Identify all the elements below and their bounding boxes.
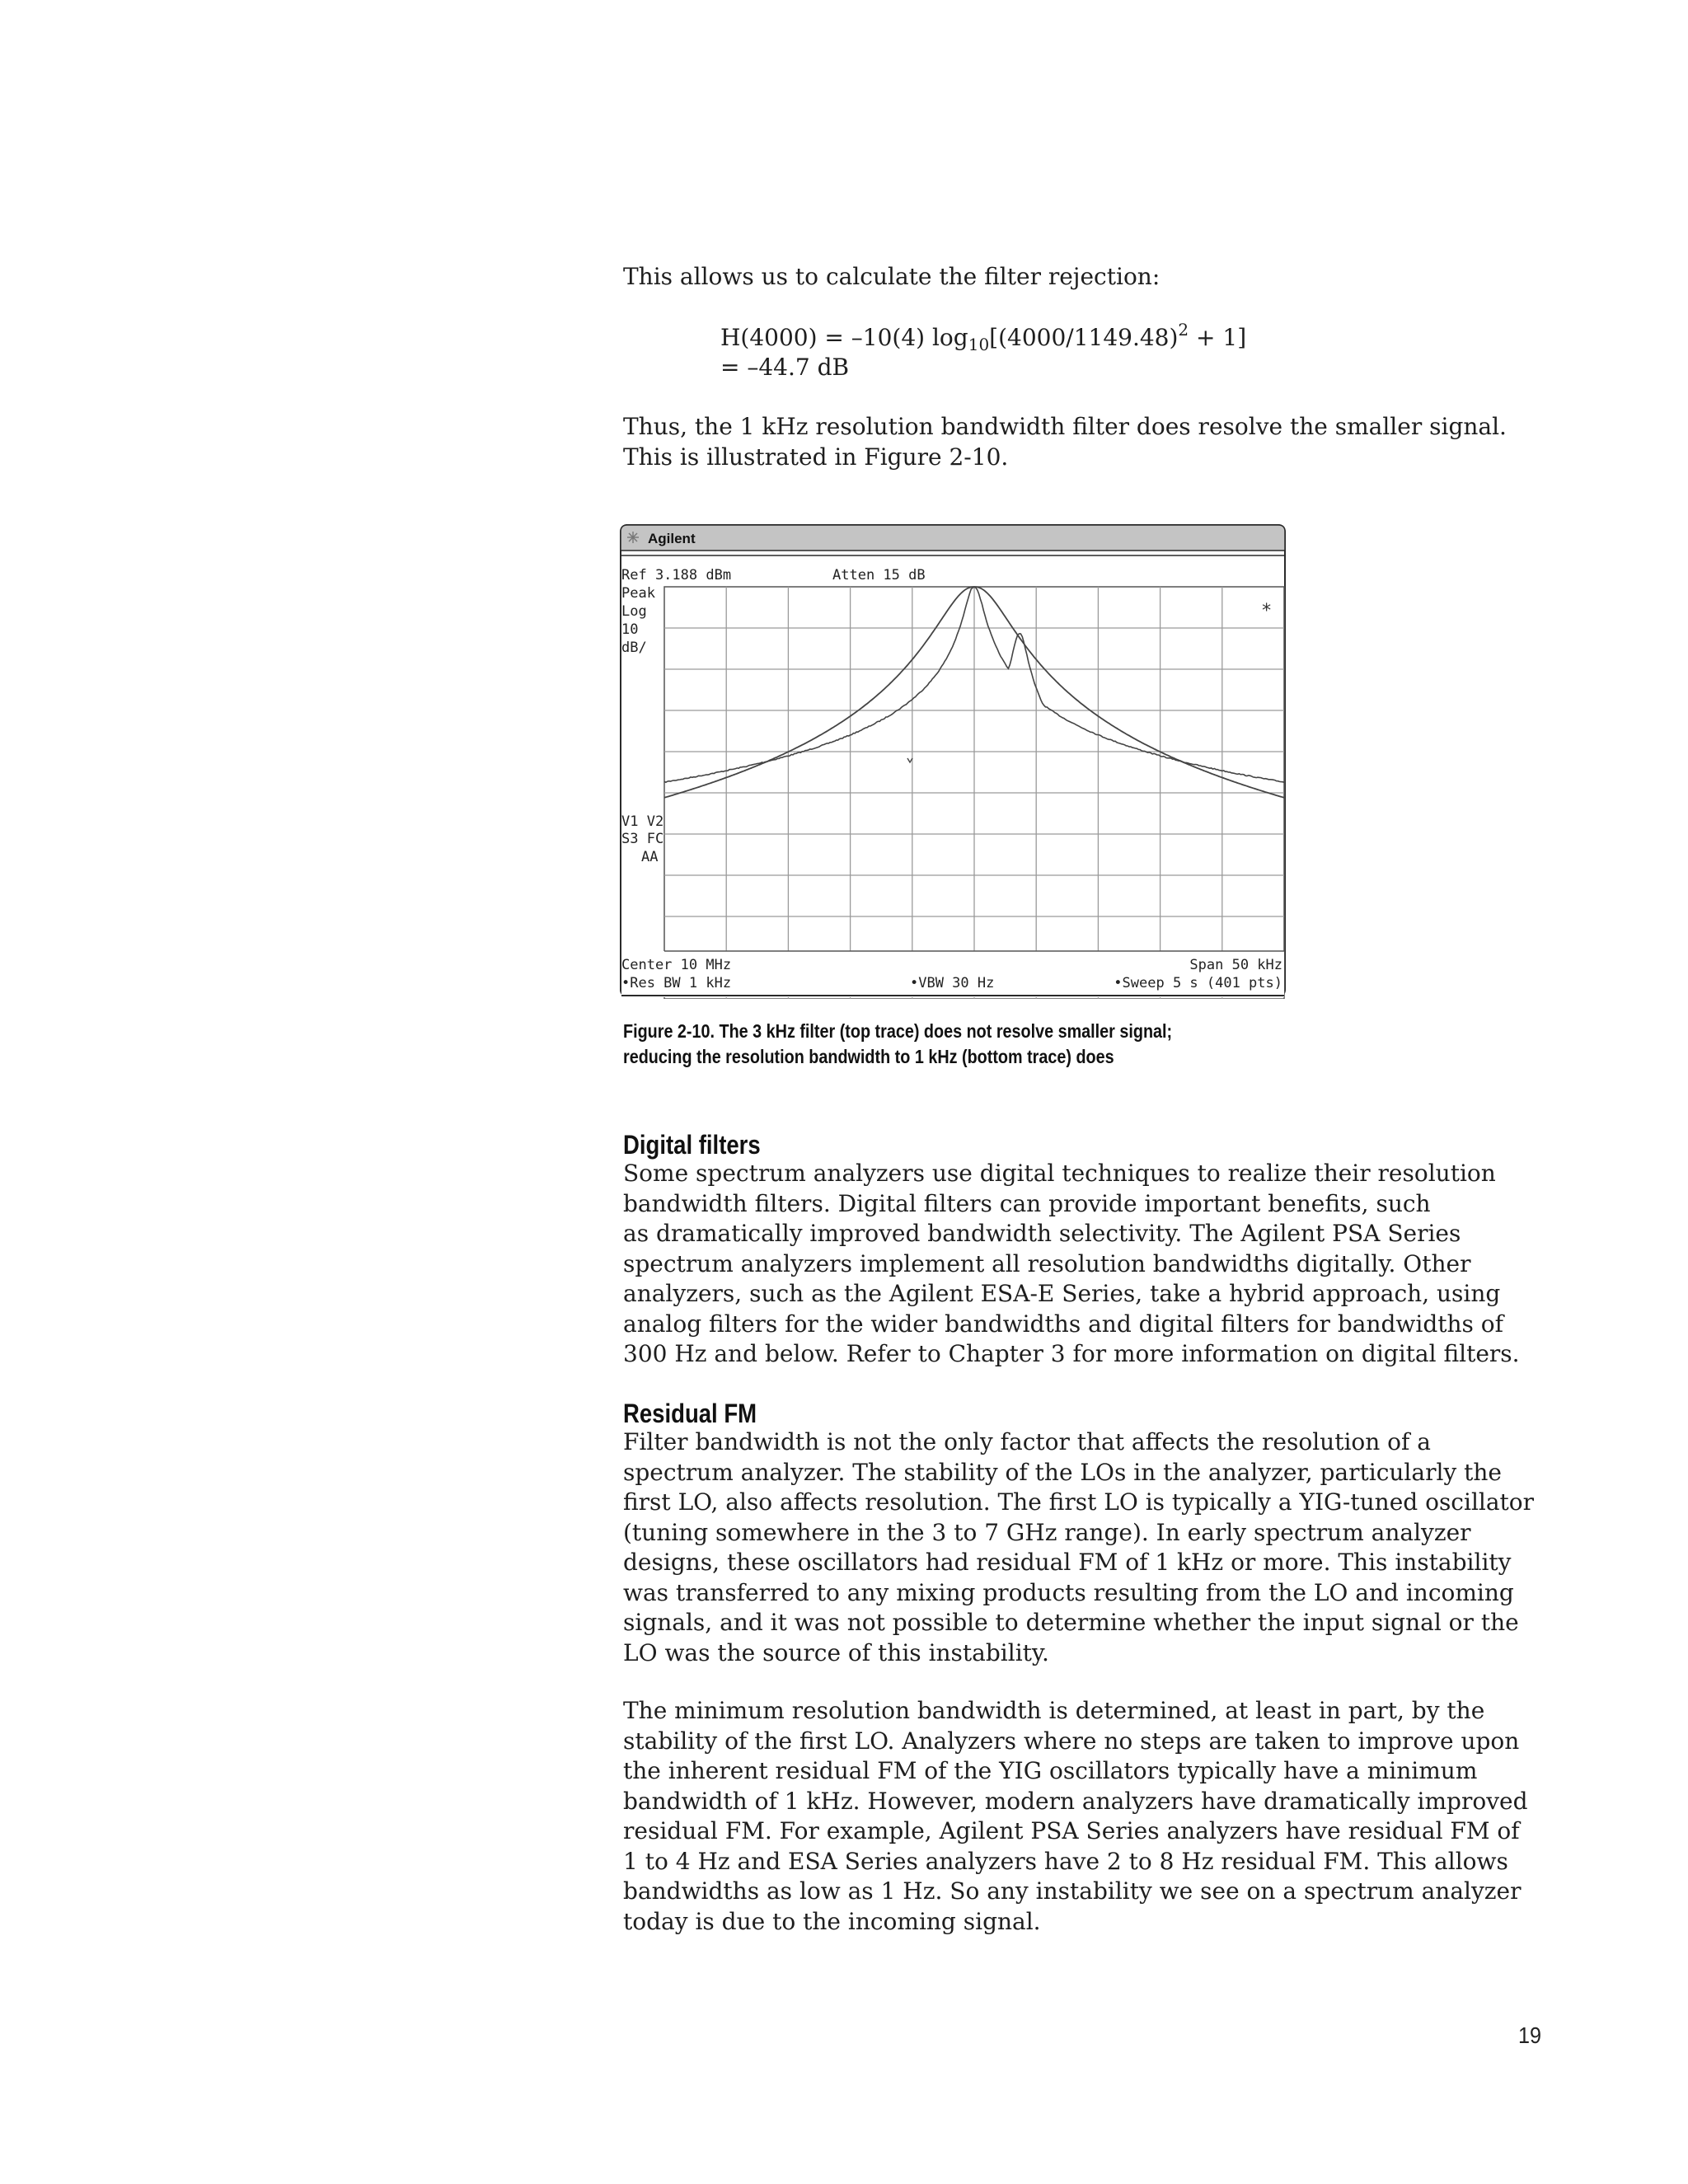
- residual-fm-heading: Residual FM: [623, 1399, 757, 1428]
- text-line: Filter bandwidth is not the only factor that affects the resolution of a: [623, 1428, 1431, 1455]
- figure-caption: [623, 1019, 1261, 1070]
- attenuation: Atten 15 dB: [832, 567, 926, 583]
- label-v1v2: V1 V2: [621, 813, 664, 830]
- text-line: bandwidths as low as 1 Hz. So any instability we see on a spectrum analyzer: [623, 1877, 1522, 1905]
- text-line: was transferred to any mixing products resulting from the LO and incoming: [623, 1578, 1514, 1606]
- text-line: spectrum analyzer. The stability of the LOs in the analyzer, particularly the: [623, 1458, 1502, 1486]
- thus-line-1: Thus, the 1 kHz resolution bandwidth filter does resolve the smaller signal.: [623, 413, 1507, 440]
- agilent-spark-icon: [627, 532, 639, 543]
- text-line: bandwidth filters. Digital filters can provide important benefits, such: [623, 1189, 1431, 1217]
- label-aa: AA: [641, 849, 659, 865]
- thus-paragraph: [623, 412, 1538, 472]
- label-log: Log: [621, 603, 647, 620]
- formula-part: [(4000/1149.48): [989, 324, 1179, 351]
- text-line: designs, these oscillators had residual FM of 1 kHz or more. This instability: [623, 1549, 1512, 1576]
- formula-line-1: [720, 320, 1380, 354]
- digital-filters-heading: Digital filters: [623, 1130, 761, 1160]
- sweep: •Sweep 5 s (401 pts): [1114, 975, 1282, 991]
- text-line: The minimum resolution bandwidth is determined, at least in part, by the: [623, 1697, 1485, 1724]
- marker-asterisk: *: [1261, 601, 1273, 621]
- text-line: signals, and it was not possible to determine whether the input signal or the: [623, 1609, 1519, 1636]
- formula-line-2: = –44.7 dB: [720, 354, 850, 381]
- text-line: LO was the source of this instability.: [623, 1638, 1049, 1666]
- thus-line-2: This is illustrated in Figure 2-10.: [623, 443, 1009, 471]
- text-line: bandwidth of 1 kHz. However, modern analyzers have dramatically improved: [623, 1787, 1528, 1815]
- label-10: 10: [621, 621, 639, 638]
- formula-subscript: 10: [968, 335, 990, 354]
- text-line: today is due to the incoming signal.: [623, 1907, 1041, 1935]
- formula-superscript: 2: [1178, 320, 1189, 340]
- formula-part: H(4000) = –10(4) log: [720, 324, 968, 351]
- intro-text: This allows us to calculate the filter rejection:: [623, 263, 1160, 290]
- figure-titlebar: [621, 525, 1285, 551]
- formula-block: [720, 320, 1380, 382]
- text-line: 1 to 4 Hz and ESA Series analyzers have 2 to 8 Hz residual FM. This allows: [623, 1847, 1508, 1875]
- center-frequency: Center 10 MHz: [621, 957, 732, 973]
- text-line: as dramatically improved bandwidth selectivity. The Agilent PSA Series: [623, 1220, 1461, 1247]
- residual-fm-paragraph-2: [623, 1696, 1538, 1937]
- label-db-per-div: dB/: [621, 640, 647, 656]
- formula-part: + 1]: [1189, 324, 1247, 351]
- text-line: 300 Hz and below. Refer to Chapter 3 for more information on digital filters.: [623, 1340, 1520, 1367]
- label-s3fc: S3 FC: [621, 831, 664, 847]
- vbw: •VBW 30 Hz: [910, 975, 995, 991]
- spectrum-analyzer-figure: [620, 524, 1286, 999]
- figure-frame: [621, 525, 1285, 996]
- text-line: residual FM. For example, Agilent PSA Series analyzers have residual FM of: [623, 1817, 1520, 1844]
- residual-fm-paragraph-1: [623, 1427, 1538, 1668]
- text-line: spectrum analyzers implement all resolution bandwidths digitally. Other: [623, 1249, 1471, 1277]
- label-peak: Peak: [621, 585, 655, 602]
- span: Span 50 kHz: [1189, 957, 1282, 973]
- ref-level: Ref 3.188 dBm: [621, 567, 732, 583]
- caption-line-2: reducing the resolution bandwidth to 1 kHz (bottom trace) does: [623, 1046, 1114, 1067]
- text-line: analog filters for the wider bandwidths and digital filters for bandwidths of: [623, 1310, 1504, 1338]
- text-line: first LO, also affects resolution. The first LO is typically a YIG-tuned oscillator: [623, 1488, 1535, 1516]
- caption-line-1: Figure 2-10. The 3 kHz filter (top trace) does not resolve smaller signal;: [623, 1020, 1173, 1042]
- text-line: the inherent residual FM of the YIG oscillators typically have a minimum: [623, 1757, 1478, 1784]
- digital-filters-paragraph: [623, 1159, 1538, 1370]
- intro-paragraph: [623, 262, 1538, 293]
- text-line: stability of the first LO. Analyzers where no steps are taken to improve upon: [623, 1727, 1520, 1755]
- res-bw: •Res BW 1 kHz: [621, 975, 732, 991]
- page-number: 19: [1517, 2022, 1541, 2048]
- agilent-brand: Agilent: [648, 531, 696, 546]
- text-line: Some spectrum analyzers use digital techniques to realize their resolution: [623, 1160, 1496, 1187]
- text-line: analyzers, such as the Agilent ESA-E Series, take a hybrid approach, using: [623, 1280, 1501, 1307]
- text-line: (tuning somewhere in the 3 to 7 GHz range). In early spectrum analyzer: [623, 1518, 1471, 1546]
